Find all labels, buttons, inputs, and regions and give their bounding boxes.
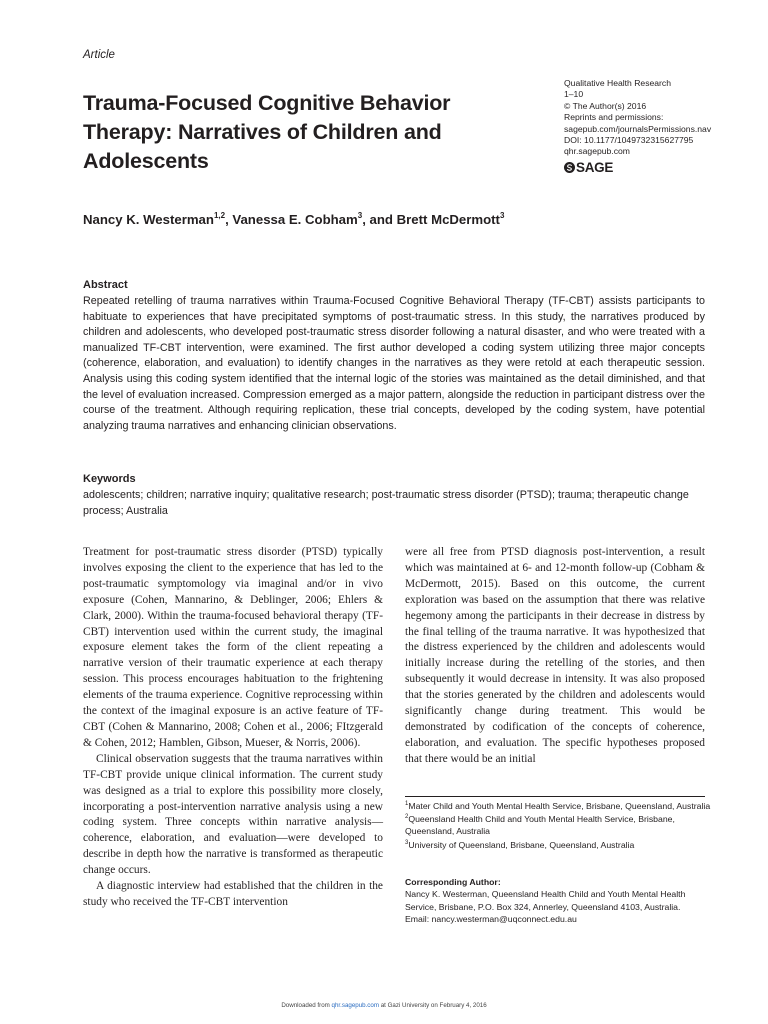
author-separator: , — [225, 212, 233, 227]
download-prefix: Downloaded from — [281, 1002, 332, 1009]
corresponding-author-address: Nancy K. Westerman, Queensland Health Child and Youth Mental Health Service, Brisbane, P.O. Box 324, Annerley, Queensland 4103, Australia. — [405, 889, 686, 912]
author-name: Nancy K. Westerman — [83, 212, 214, 227]
body-paragraph: Clinical observation suggests that the trauma narratives within TF-CBT provide unique clinical information. The current study was designed as a trial to explore this possibility more closely, incorporating a post-intervention narrative analysis using a new coding system. Three concepts within narrative analysis—coherence, elaboration, and evaluation—were developed to describe in depth how the narrative is transformed as therapeutic change occurs. — [83, 752, 383, 877]
keywords-text: adolescents; children; narrative inquiry; qualitative research; post-traumatic stress disorder (PTSD); trauma; therapeutic change process; Australia — [83, 489, 689, 517]
body-paragraph: A diagnostic interview had established that the children in the study who received the TF-CBT intervention — [83, 880, 383, 908]
corresponding-author-email[interactable]: Email: nancy.westerman@uqconnect.edu.au — [405, 914, 577, 925]
affiliation-text: Queensland Health Child and Youth Mental Health Service, Brisbane, Queensland, Australia — [405, 814, 675, 837]
author-separator: , and — [362, 212, 397, 227]
title-line: Trauma-Focused Cognitive Behavior — [83, 91, 451, 115]
sage-s-icon — [564, 162, 575, 173]
journal-info — [564, 78, 711, 174]
author-list — [83, 212, 504, 227]
author-name: Vanessa E. Cobham — [232, 212, 358, 227]
body-paragraph: were all free from PTSD diagnosis post-intervention, a result which was maintained at 6- and 12-month follow-up (Cobham & McDermott, 2015). Based on this outcome, the current exploration was based on the assumption that there was relative hegemony among the participants in their decrease in distress by the final telling of the trauma narrative. It was hypothesized that the distress experienced by the children and adolescents would initially increase during the retelling of the stories, and then subsequently it would decrease in intensity. It was also proposed that the stories generated by the children and adolescents would significantly change during treatment. This would be demonstrated by codification of the concepts of coherence, elaboration, and evaluation. The specific hypotheses proposed that there would be an initial — [405, 546, 705, 765]
affiliation-text: Mater Child and Youth Mental Health Service, Brisbane, Queensland, Australia — [408, 801, 711, 811]
affiliation-footnote — [405, 813, 715, 837]
keywords-heading: Keywords — [83, 473, 136, 485]
footnote-number: 1 — [405, 801, 409, 807]
title-line: Therapy: Narratives of Children and — [83, 120, 442, 144]
affiliation-footnote — [405, 800, 715, 812]
affiliation-ref: 1,2 — [213, 211, 226, 220]
journal-url[interactable]: qhr.sagepub.com — [564, 146, 630, 157]
corresponding-author-heading: Corresponding Author: — [405, 877, 501, 887]
title-line: Adolescents — [83, 149, 209, 173]
sage-wordmark: SAGE — [576, 159, 614, 175]
abstract-heading: Abstract — [83, 279, 128, 291]
body-column-right — [405, 545, 705, 768]
corresponding-author — [405, 876, 715, 926]
affiliation-text: University of Queensland, Brisbane, Queensland, Australia — [408, 839, 635, 850]
affiliations — [405, 800, 715, 852]
author-name: Brett McDermott — [396, 212, 500, 227]
journal-name: Qualitative Health Research — [564, 78, 671, 88]
abstract-text: Repeated retelling of trauma narratives within Trauma-Focused Cognitive Behavioral Therapy (TF-CBT) assists participants to habituate to experiences that have precipitated symptoms of post-traumatic stress. In this study, the narratives produced by children and adolescents, who developed post-traumatic stress disorder following a natural disaster, and who were treated with a manualized TF-CBT intervention, were examined. The first author developed a coding system utilizing three major concepts (coherence, elaboration, and evaluation) to identify changes in the narratives as they were retold at each therapeutic session. Analysis using this coding system identified that the internal logic of the stories was maintained as the detail diminished, and that the level of evaluation increased. Compression emerged as a major pattern, alongside the reduction in participant distress over the course of the treatment. Although requiring replication, these trial concepts, developed by the coding system, have potential analyzing trauma narratives and enhancing clinician observations. — [83, 295, 705, 432]
reprints-label: Reprints and permissions: — [564, 112, 664, 123]
body-column-left — [83, 545, 383, 911]
doi[interactable]: DOI: 10.1177/1049732315627795 — [564, 135, 694, 146]
download-suffix: at Gazi University on February 4, 2016 — [379, 1002, 487, 1009]
footnote-divider — [405, 796, 705, 797]
body-paragraph: Treatment for post-traumatic stress disorder (PTSD) typically involves exposing the client to the experience that has led to the post-traumatic symptomology via imaginal and/or in vivo exposure (Cohen, Mannarino, & Deblinger, 2006; Ehlers & Clark, 2000). Within the trauma-focused behavioral therapy (TF-CBT) intervention used within the current study, the imaginal exposure element takes the form of the client repeating a narrative version of their traumatic experience at each therapy session. This process encourages habituation to the frightening elements of the trauma experience. Cognitive reprocessing within the context of the imaginal exposure is an active feature of TF-CBT (Cohen & Mannarino, 2008; Cohen et al., 2006; FItzgerald & Cohen, 2012; Hamblen, Gibson, Mueser, & Norris, 2006). — [83, 546, 383, 749]
article-title — [83, 89, 523, 176]
footnote-number: 2 — [405, 814, 409, 821]
sage-logo — [564, 161, 711, 174]
affiliation-ref: 3 — [357, 211, 363, 220]
download-source-link[interactable]: qhr.sagepub.com — [331, 1002, 380, 1009]
footnote-number: 3 — [405, 839, 409, 846]
page-range: 1–10 — [564, 89, 584, 100]
copyright: © The Author(s) 2016 — [564, 100, 647, 111]
affiliation-footnote — [405, 839, 715, 851]
download-notice — [0, 1002, 768, 1009]
affiliation-ref: 3 — [499, 211, 505, 220]
permissions-link[interactable]: sagepub.com/journalsPermissions.nav — [564, 123, 712, 134]
article-type-label: Article — [83, 49, 115, 61]
